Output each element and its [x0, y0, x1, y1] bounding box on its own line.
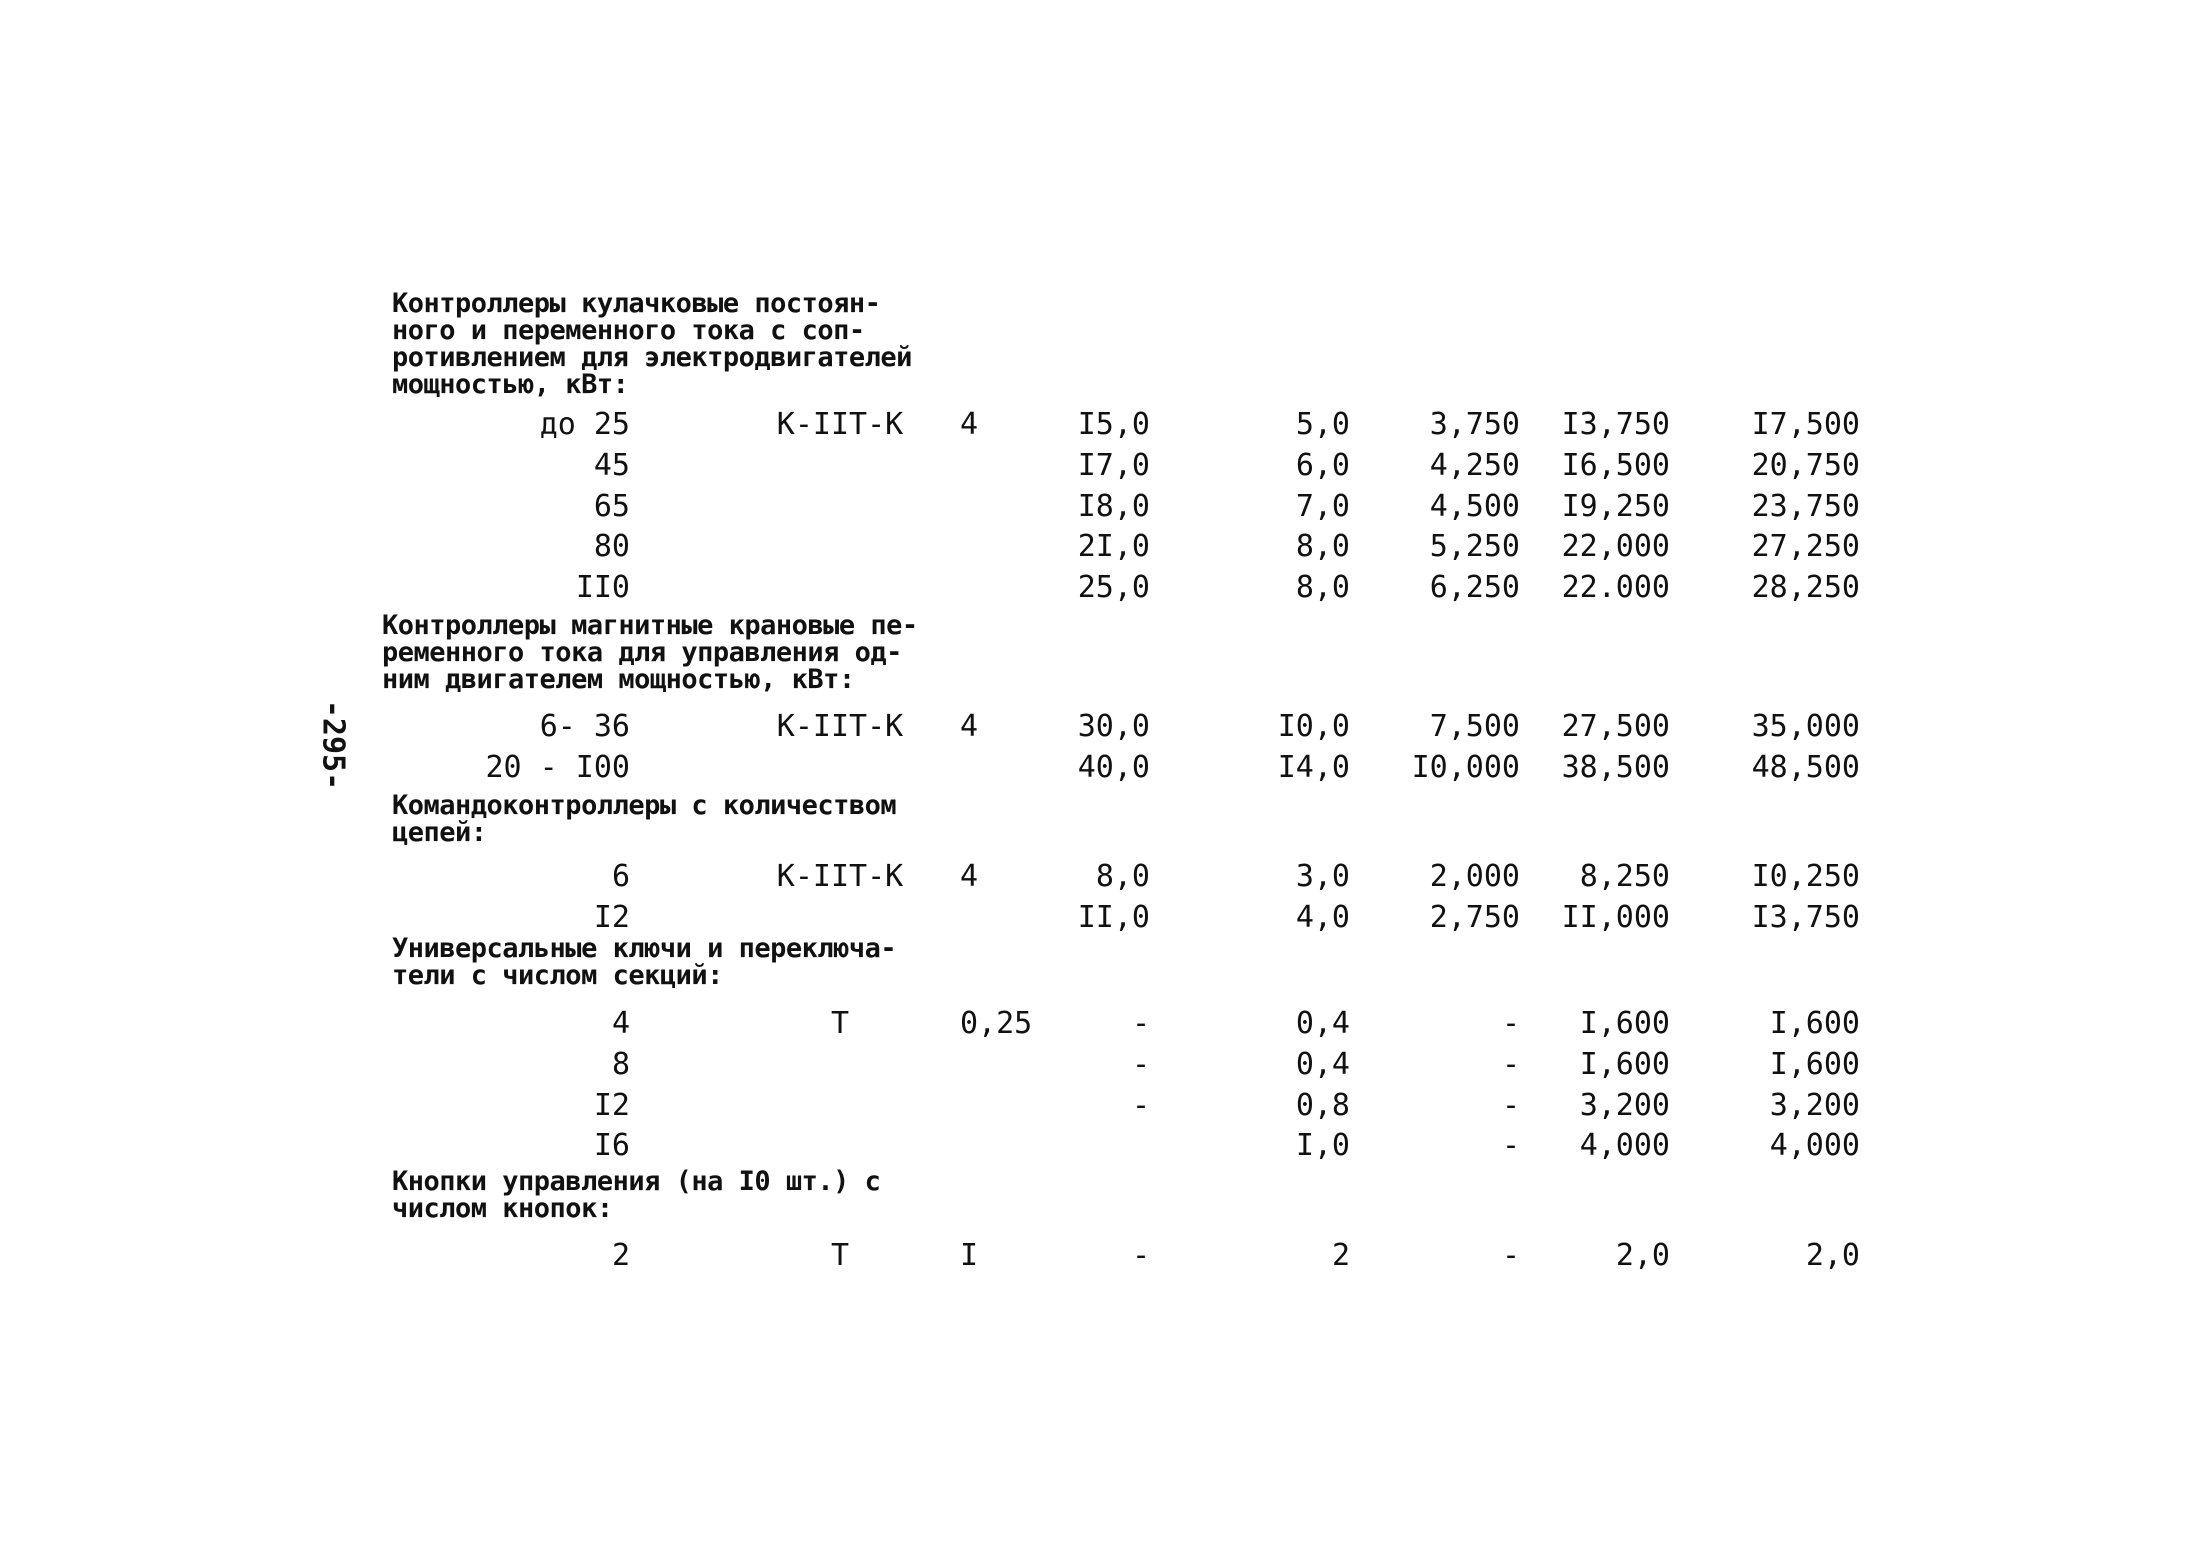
table-cell: 0,8 [1295, 1088, 1350, 1123]
table-cell: I,600 [1769, 1047, 1860, 1082]
table-cell: 6- 36 [539, 709, 630, 744]
table-cell: 6 [611, 859, 630, 894]
table-cell: I7,0 [1077, 448, 1150, 483]
table-cell: 27,250 [1751, 529, 1860, 564]
table-cell: I,600 [1579, 1047, 1670, 1082]
table-cell: 3,200 [1579, 1088, 1670, 1123]
table-cell: 8,0 [1295, 529, 1350, 564]
table-cell: 8,0 [1295, 570, 1350, 605]
table-cell: I0,0 [1277, 709, 1350, 744]
table-cell: К-IIТ-К [776, 407, 904, 442]
table-cell: 7,0 [1295, 489, 1350, 524]
table-cell: II0 [575, 570, 630, 605]
table-cell: 22,000 [1561, 529, 1670, 564]
table-cell: 48,500 [1751, 750, 1860, 785]
table-cell: 45 [593, 448, 630, 483]
table-cell: 2,0 [1805, 1238, 1860, 1273]
section-heading: Командоконтроллеры с количеством цепей: [392, 790, 897, 848]
table-cell: К-IIТ-К [776, 709, 904, 744]
table-cell: 20 - I00 [485, 750, 630, 785]
table-cell: I,600 [1769, 1006, 1860, 1041]
table-cell: 3,750 [1429, 407, 1520, 442]
table-cell: Т [830, 1006, 850, 1041]
table-cell: 0,25 [960, 1006, 1033, 1041]
table-cell: Т [830, 1238, 850, 1273]
table-cell: I7,500 [1751, 407, 1860, 442]
table-cell: - [1501, 1128, 1520, 1163]
table-cell: 4 [611, 1006, 630, 1041]
table-row [0, 748, 2185, 788]
table-row [0, 1045, 2185, 1085]
table-cell: I3,750 [1561, 407, 1670, 442]
table-cell: 4,500 [1429, 489, 1520, 524]
table-cell: II,000 [1561, 900, 1670, 935]
table-cell: 27,500 [1561, 709, 1670, 744]
table-cell: 20,750 [1751, 448, 1860, 483]
table-cell: 7,500 [1429, 709, 1520, 744]
table-cell: - [1131, 1047, 1150, 1082]
table-cell: I6,500 [1561, 448, 1670, 483]
table-cell: 4,000 [1579, 1128, 1670, 1163]
table-cell: - [1131, 1006, 1150, 1041]
table-cell: I4,0 [1277, 750, 1350, 785]
table-row [0, 1126, 2185, 1166]
table-cell: до 25 [539, 407, 630, 442]
table-cell: II,0 [1077, 900, 1150, 935]
table-cell: 4 [960, 407, 979, 442]
table-row [0, 1004, 2185, 1044]
table-cell: I5,0 [1077, 407, 1150, 442]
table-cell: I0,250 [1751, 859, 1860, 894]
table-cell: I,0 [1295, 1128, 1350, 1163]
table-cell: 35,000 [1751, 709, 1860, 744]
table-cell: 28,250 [1751, 570, 1860, 605]
table-cell: 4,000 [1769, 1128, 1860, 1163]
table-row [0, 527, 2185, 567]
table-cell: 6,0 [1295, 448, 1350, 483]
table-row [0, 707, 2185, 747]
table-cell: I,600 [1579, 1006, 1670, 1041]
table-cell: 2,0 [1615, 1238, 1670, 1273]
table-cell: 2 [1331, 1238, 1350, 1273]
section-heading: Универсальные ключи и переключа- тели с числом секций: [392, 933, 897, 991]
table-cell: - [1501, 1006, 1520, 1041]
table-row [0, 1236, 2185, 1276]
table-cell: 40,0 [1077, 750, 1150, 785]
table-cell: 38,500 [1561, 750, 1670, 785]
table-cell: 2,000 [1429, 859, 1520, 894]
table-cell: К-IIТ-К [776, 859, 904, 894]
table-cell: 30,0 [1077, 709, 1150, 744]
table-cell: 8 [611, 1047, 630, 1082]
section-heading: Контроллеры кулачковые постоян- ного и переменного тока с соп- ротивлением для электродвигателей мощностью, кВт: [392, 288, 912, 400]
table-cell: I3,750 [1751, 900, 1860, 935]
table-cell: 0,4 [1295, 1006, 1350, 1041]
table-cell: I2 [593, 900, 630, 935]
table-cell: 4 [960, 709, 979, 744]
table-cell: I0,000 [1411, 750, 1520, 785]
table-cell: 2I,0 [1077, 529, 1150, 564]
table-cell: - [1501, 1238, 1520, 1273]
table-row [0, 1086, 2185, 1126]
table-cell: - [1131, 1088, 1150, 1123]
table-cell: 4 [960, 859, 979, 894]
table-cell: I8,0 [1077, 489, 1150, 524]
table-cell: 5,0 [1295, 407, 1350, 442]
table-cell: 3,0 [1295, 859, 1350, 894]
table-cell: 65 [593, 489, 630, 524]
table-cell: 8,250 [1579, 859, 1670, 894]
table-row [0, 568, 2185, 608]
table-cell: 22.000 [1561, 570, 1670, 605]
table-cell: 2 [611, 1238, 630, 1273]
table-cell: 6,250 [1429, 570, 1520, 605]
table-cell: 80 [593, 529, 630, 564]
table-row [0, 487, 2185, 527]
table-cell: 4,0 [1295, 900, 1350, 935]
table-cell: 2,750 [1429, 900, 1520, 935]
table-row [0, 446, 2185, 486]
page-number: -295- [315, 699, 351, 791]
table-cell: I [960, 1238, 979, 1273]
table-cell: 5,250 [1429, 529, 1520, 564]
table-row [0, 857, 2185, 897]
table-cell: 25,0 [1077, 570, 1150, 605]
table-cell: - [1501, 1088, 1520, 1123]
table-row [0, 898, 2185, 938]
section-heading: Кнопки управления (на I0 шт.) с числом кнопок: [392, 1166, 881, 1224]
table-cell: I2 [593, 1088, 630, 1123]
table-cell: 4,250 [1429, 448, 1520, 483]
table-cell: 3,200 [1769, 1088, 1860, 1123]
table-cell: - [1131, 1238, 1150, 1273]
section-heading: Контроллеры магнитные крановые пе- ременного тока для управления од- ним двигателем мощностью, кВт: [382, 610, 918, 695]
table-cell: I6 [593, 1128, 630, 1163]
table-cell: - [1501, 1047, 1520, 1082]
table-row [0, 405, 2185, 445]
table-cell: I9,250 [1561, 489, 1670, 524]
table-cell: 23,750 [1751, 489, 1860, 524]
table-cell: 0,4 [1295, 1047, 1350, 1082]
table-cell: 8,0 [1095, 859, 1150, 894]
